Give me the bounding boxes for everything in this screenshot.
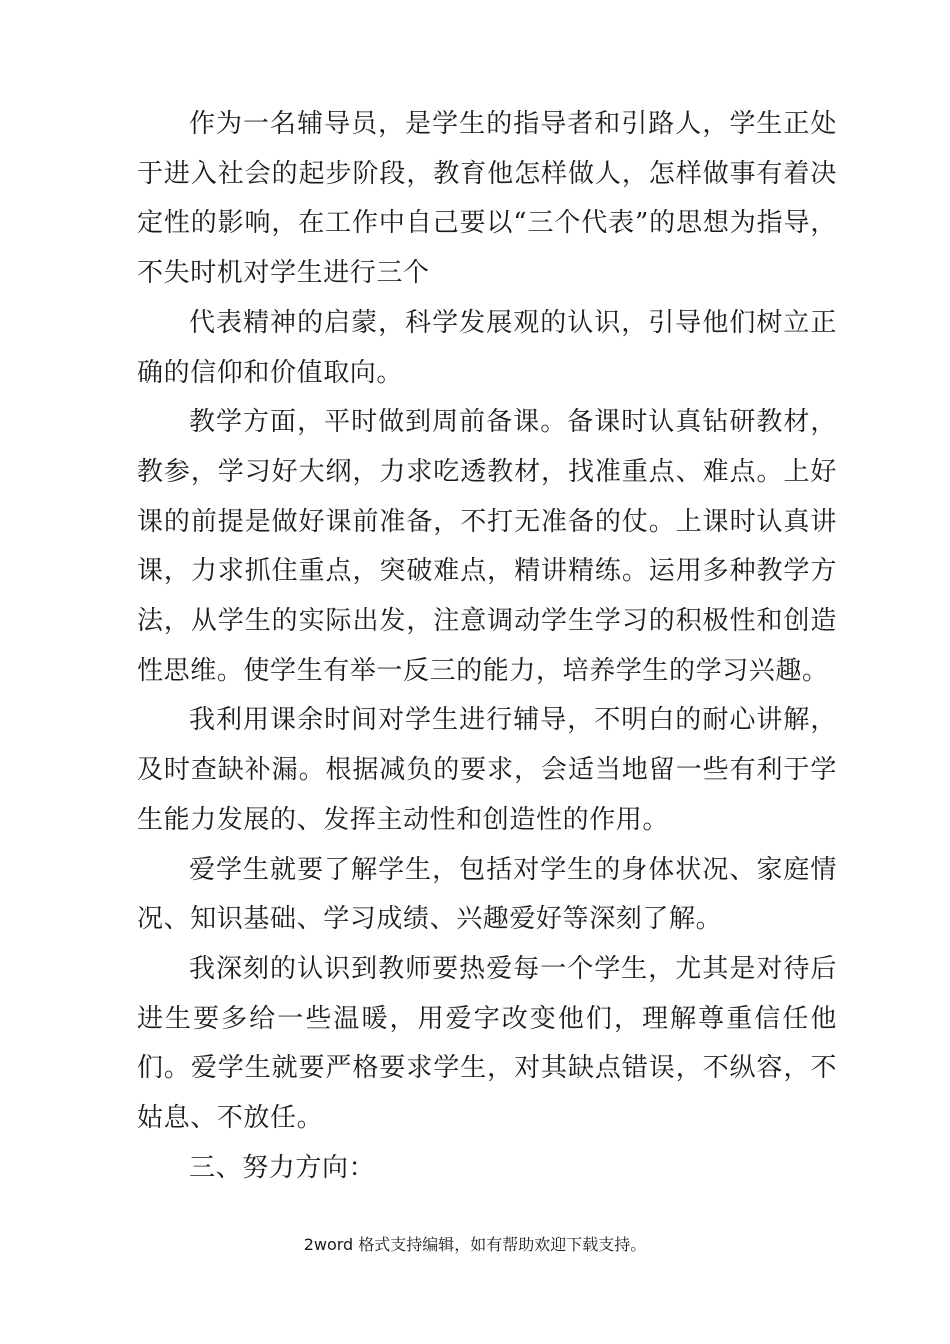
paragraph-counselor-role: 作为一名辅导员，是学生的指导者和引路人，学生正处于进入社会的起步阶段，教育他怎样做人，怎样做事有着决定性的影响，在工作中自己要以“三个代表”的思想为指导，不失时机对学生进行三个 bbox=[137, 109, 837, 289]
paragraph-understand-students: 爱学生就要了解学生，包括对学生的身体状况、家庭情况、知识基础、学习成绩、兴趣爱好等深刻了解。 bbox=[137, 854, 837, 935]
section-heading-effort-direction: 三、努力方向： bbox=[189, 1152, 376, 1183]
paragraph-love-students: 我深刻的认识到教师要热爱每一个学生，尤其是对待后进生要多给一些温暖，用爱字改变他们，理解尊重信任他们。爱学生就要严格要求学生，对其缺点错误，不纵容，不姑息、不放任。 bbox=[137, 953, 837, 1134]
document-body bbox=[137, 100, 837, 1193]
paragraph-teaching: 教学方面，平时做到周前备课。备课时认真钻研教材，教参，学习好大纲，力求吃透教材，找准重点、难点。上好课的前提是做好课前准备，不打无准备的仗。上课时认真讲课，力求抓住重点，突破难点，精讲精练。运用多种教学方法，从学生的实际出发，注意调动学生学习的积极性和创造性思维。使学生有举一反三的能力，培养学生的学习兴趣。 bbox=[137, 407, 837, 686]
paragraph-tutoring: 我利用课余时间对学生进行辅导，不明白的耐心讲解，及时查缺补漏。根据减负的要求，会适当地留一些有利于学生能力发展的、发挥主动性和创造性的作用。 bbox=[137, 705, 837, 835]
page-footer: 2word 格式支持编辑，如有帮助欢迎下载支持。 bbox=[303, 1235, 647, 1254]
paragraph-enlightenment: 代表精神的启蒙，科学发展观的认识，引导他们树立正确的信仰和价值取向。 bbox=[137, 307, 837, 388]
